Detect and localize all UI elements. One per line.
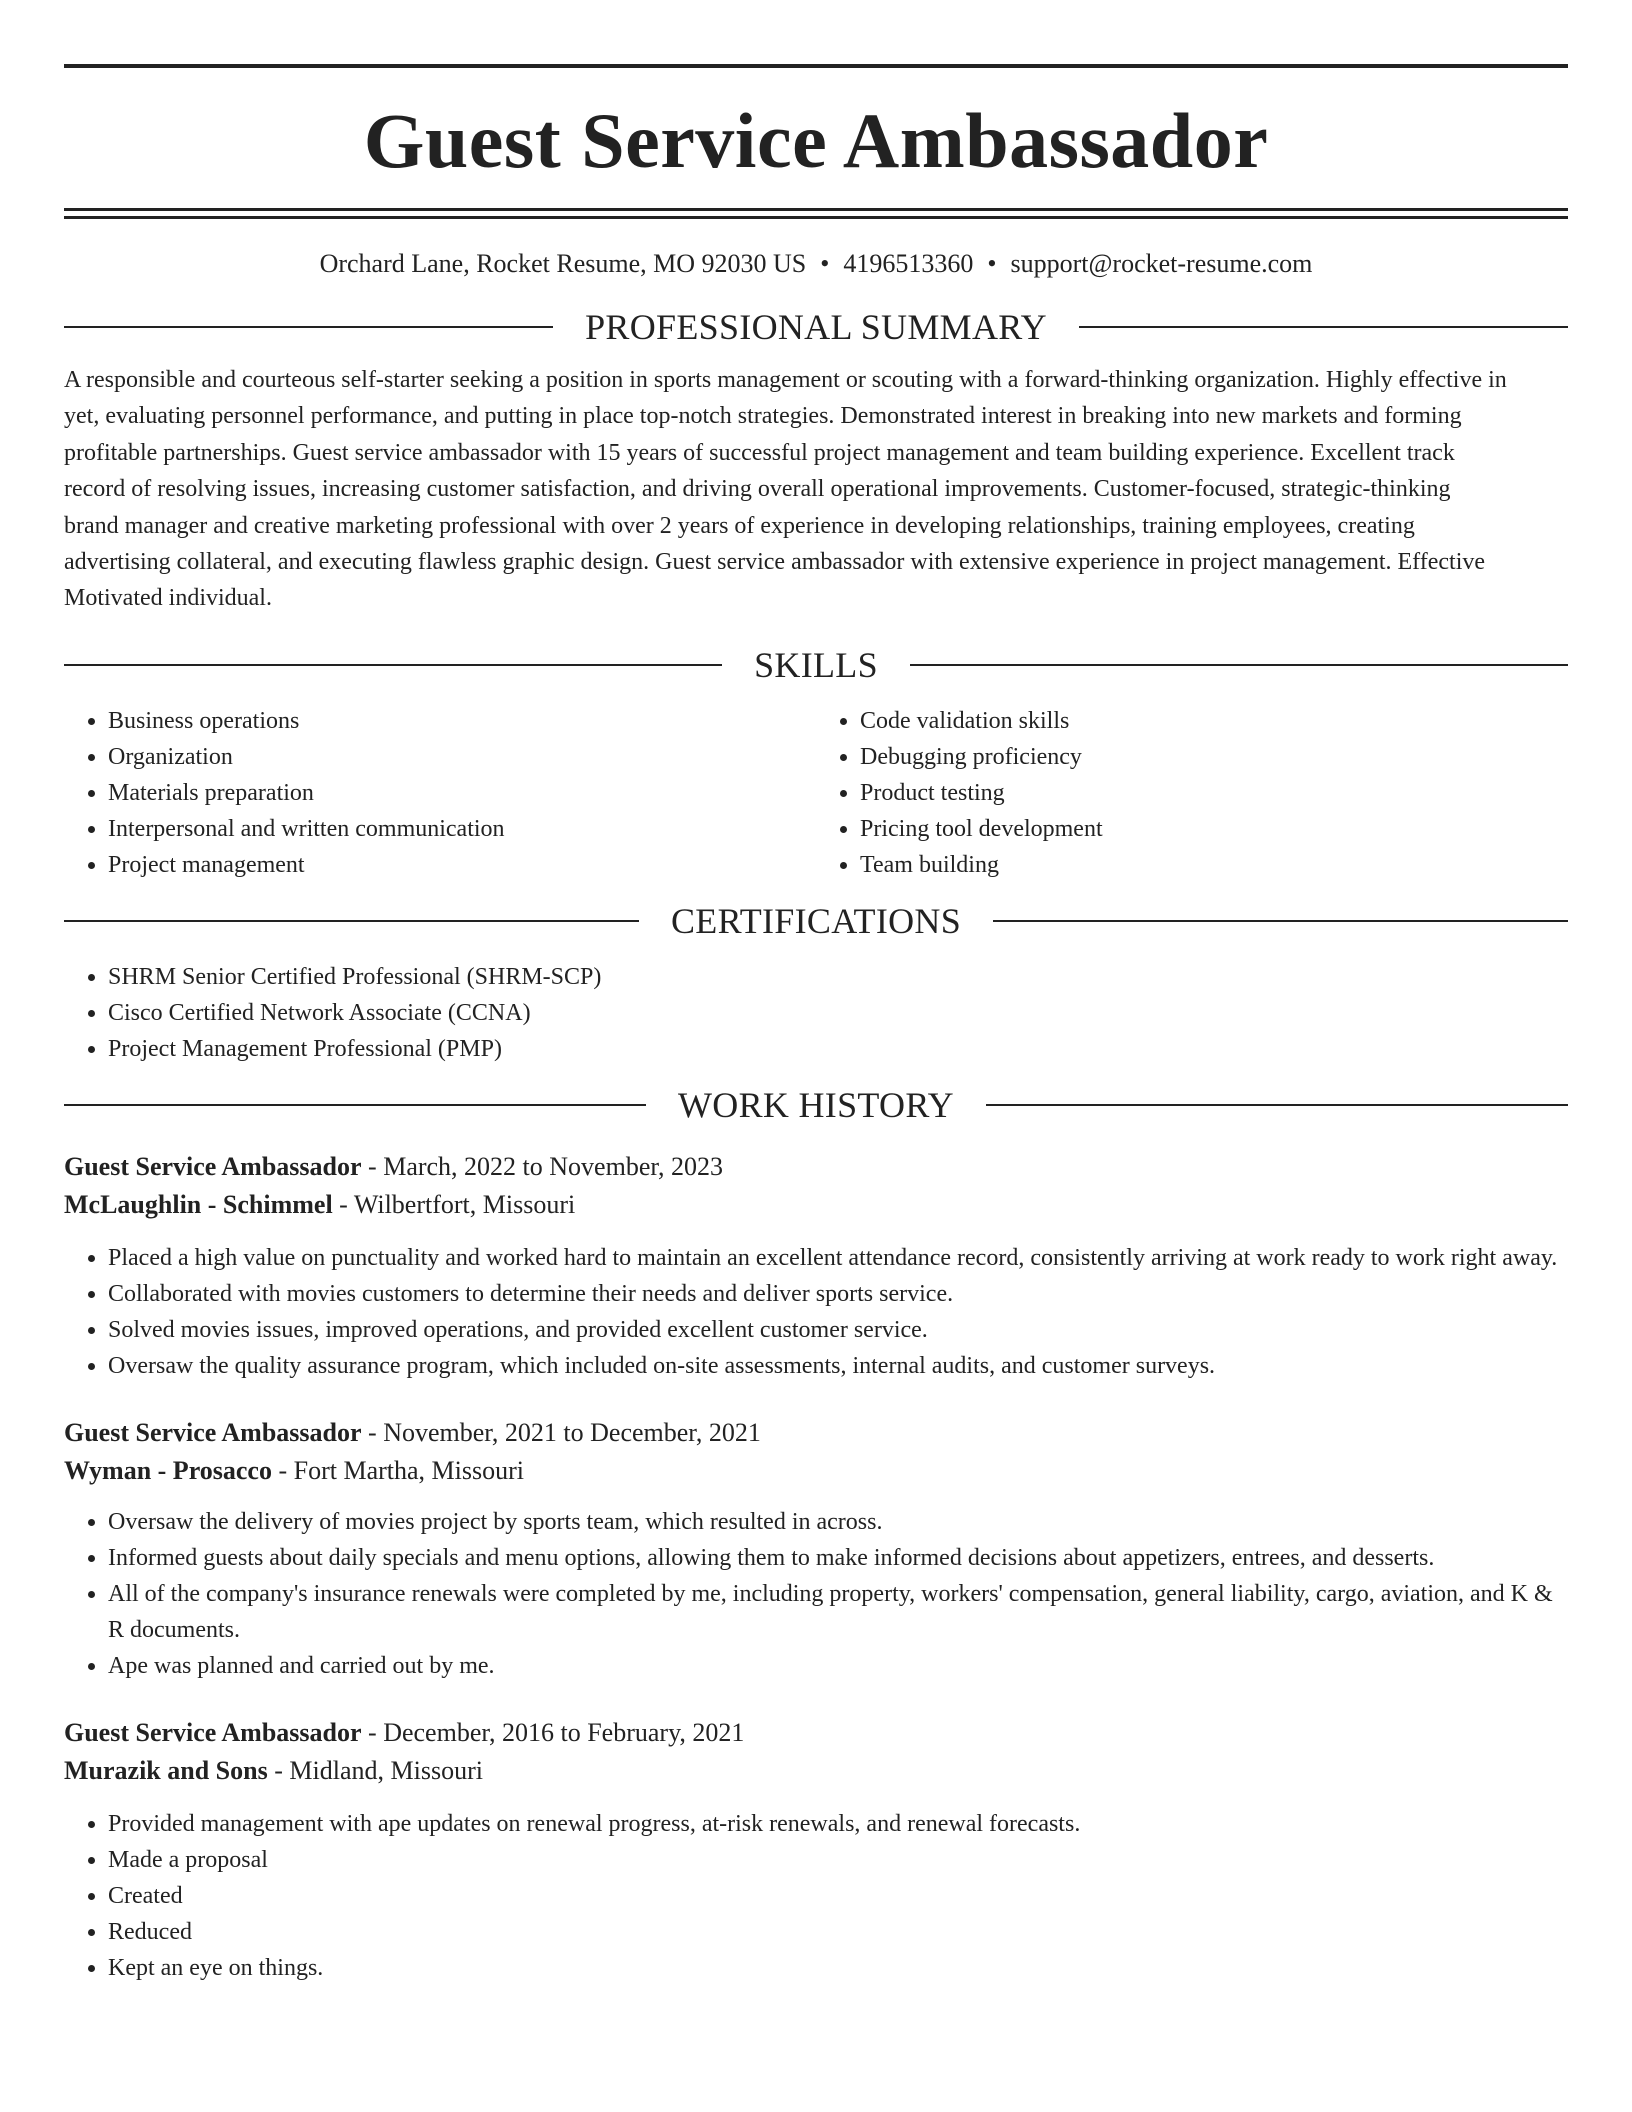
job-company: McLaughlin - Schimmel bbox=[64, 1189, 333, 1219]
heading-rule-right bbox=[1079, 326, 1568, 328]
job-duty: • Oversaw the quality assurance program, which included on-site assessments, internal audits, and customer surveys. bbox=[108, 1348, 1568, 1384]
job-duty: • Kept an eye on things. bbox=[108, 1950, 1568, 1986]
job-duty: • Created bbox=[108, 1878, 1568, 1914]
certification-item: • SHRM Senior Certified Professional (SHRM-SCP) bbox=[108, 959, 1568, 995]
job-entry bbox=[64, 1414, 1568, 1684]
heading-rule-left bbox=[64, 920, 639, 922]
job-duties bbox=[64, 1806, 1568, 1986]
summary-heading bbox=[64, 305, 1568, 349]
job-company: Wyman - Prosacco bbox=[64, 1455, 272, 1485]
contact-line bbox=[64, 249, 1568, 279]
certification-item: • Project Management Professional (PMP) bbox=[108, 1031, 1568, 1067]
job-title: Guest Service Ambassador bbox=[64, 1717, 362, 1747]
contact-email[interactable]: support@rocket-resume.com bbox=[1010, 249, 1313, 278]
skills-list-right bbox=[816, 703, 1568, 883]
job-duty: • Ape was planned and carried out by me. bbox=[108, 1648, 1568, 1684]
contact-phone: 4196513360 bbox=[843, 249, 974, 278]
certifications-heading-label: CERTIFICATIONS bbox=[670, 900, 962, 941]
job-duty: • Reduced bbox=[108, 1914, 1568, 1950]
skill-item: • Business operations bbox=[108, 703, 816, 739]
contact-separator: • bbox=[987, 249, 997, 278]
summary-line: brand manager and creative marketing professional with over 2 years of experience in developing relationships, training employees, creating bbox=[64, 512, 1415, 539]
heading-rule-right bbox=[910, 664, 1568, 666]
skills-heading-label: SKILLS bbox=[754, 644, 878, 685]
job-duty: • Placed a high value on punctuality and worked hard to maintain an excellent attendance record, consistently arriving at work ready to work right away. bbox=[108, 1240, 1568, 1276]
heading-rule-left bbox=[64, 664, 722, 666]
job-location: - Midland, Missouri bbox=[267, 1755, 483, 1785]
certifications-heading bbox=[64, 899, 1568, 943]
job-entry bbox=[64, 1714, 1568, 1986]
summary-text bbox=[64, 362, 1568, 617]
job-company-line bbox=[64, 1752, 1568, 1790]
certification-item: • Cisco Certified Network Associate (CCNA) bbox=[108, 995, 1568, 1031]
skills-heading bbox=[64, 643, 1568, 687]
job-title: Guest Service Ambassador bbox=[64, 1151, 362, 1181]
summary-line: yet, evaluating personnel performance, and putting in place top-notch strategies. Demonstrated interest in breaking into new markets and forming bbox=[64, 403, 1462, 430]
job-dates: - November, 2021 to December, 2021 bbox=[361, 1417, 761, 1447]
job-entry bbox=[64, 1148, 1568, 1384]
job-location: - Wilbertfort, Missouri bbox=[332, 1189, 576, 1219]
heading-rule-left bbox=[64, 1104, 646, 1106]
job-duties bbox=[64, 1504, 1568, 1684]
heading-rule-left bbox=[64, 326, 553, 328]
contact-address: Orchard Lane, Rocket Resume, MO 92030 US bbox=[319, 249, 807, 278]
job-duty: • Collaborated with movies customers to determine their needs and deliver sports service. bbox=[108, 1276, 1568, 1312]
skills-list-left bbox=[64, 703, 816, 883]
job-title-line bbox=[64, 1414, 1568, 1452]
summary-line: profitable partnerships. Guest service ambassador with 15 years of successful project management and team building experience. Excellent track bbox=[64, 439, 1455, 466]
job-duty: • Provided management with ape updates on renewal progress, at-risk renewals, and renewal forecasts. bbox=[108, 1806, 1568, 1842]
job-duty: • Made a proposal bbox=[108, 1842, 1568, 1878]
title-double-rule bbox=[64, 208, 1568, 219]
skill-item: • Team building bbox=[860, 847, 1568, 883]
job-duty: • Solved movies issues, improved operations, and provided excellent customer service. bbox=[108, 1312, 1568, 1348]
skill-item: • Materials preparation bbox=[108, 775, 816, 811]
job-company: Murazik and Sons bbox=[64, 1755, 268, 1785]
job-duty: • Informed guests about daily specials and menu options, allowing them to make informed decisions about appetizers, entrees, and desserts. bbox=[108, 1540, 1568, 1576]
job-dates: - December, 2016 to February, 2021 bbox=[361, 1717, 745, 1747]
contact-separator: • bbox=[820, 249, 830, 278]
summary-line: Motivated individual. bbox=[64, 585, 272, 612]
job-company-line bbox=[64, 1186, 1568, 1224]
job-location: - Fort Martha, Missouri bbox=[271, 1455, 525, 1485]
job-title: Guest Service Ambassador bbox=[64, 1417, 362, 1447]
skill-item: • Organization bbox=[108, 739, 816, 775]
summary-line: A responsible and courteous self-starter seeking a position in sports management or scouting with a forward-thinking organization. Highly effective in bbox=[64, 367, 1507, 393]
skill-item: • Code validation skills bbox=[860, 703, 1568, 739]
heading-rule-right bbox=[993, 920, 1568, 922]
resume-title: Guest Service Ambassador bbox=[363, 97, 1269, 184]
skill-item: • Interpersonal and written communication bbox=[108, 811, 816, 847]
job-title-line bbox=[64, 1714, 1568, 1752]
work-history-heading bbox=[64, 1083, 1568, 1127]
job-duties bbox=[64, 1240, 1568, 1384]
skill-item: • Debugging proficiency bbox=[860, 739, 1568, 775]
skill-item: • Project management bbox=[108, 847, 816, 883]
job-title-line bbox=[64, 1148, 1568, 1186]
skills-grid bbox=[64, 703, 1568, 883]
job-dates: - March, 2022 to November, 2023 bbox=[361, 1151, 723, 1181]
work-history-heading-label: WORK HISTORY bbox=[678, 1084, 954, 1125]
job-duty: • All of the company's insurance renewals were completed by me, including property, workers' compensation, general liability, cargo, aviation, and K & R documents. bbox=[108, 1576, 1568, 1648]
summary-line: record of resolving issues, increasing customer satisfaction, and driving overall operational improvements. Customer-focused, strategic-thinking bbox=[64, 476, 1451, 503]
skill-item: • Pricing tool development bbox=[860, 811, 1568, 847]
certifications-list bbox=[64, 959, 1568, 1067]
job-company-line bbox=[64, 1452, 1568, 1490]
summary-heading-label: PROFESSIONAL SUMMARY bbox=[585, 307, 1047, 347]
summary-line: advertising collateral, and executing flawless graphic design. Guest service ambassador with extensive experience in project management. Effective bbox=[64, 549, 1486, 576]
top-rule bbox=[64, 64, 1568, 68]
skill-item: • Product testing bbox=[860, 775, 1568, 811]
job-duty: • Oversaw the delivery of movies project by sports team, which resulted in across. bbox=[108, 1504, 1568, 1540]
heading-rule-right bbox=[986, 1104, 1568, 1106]
